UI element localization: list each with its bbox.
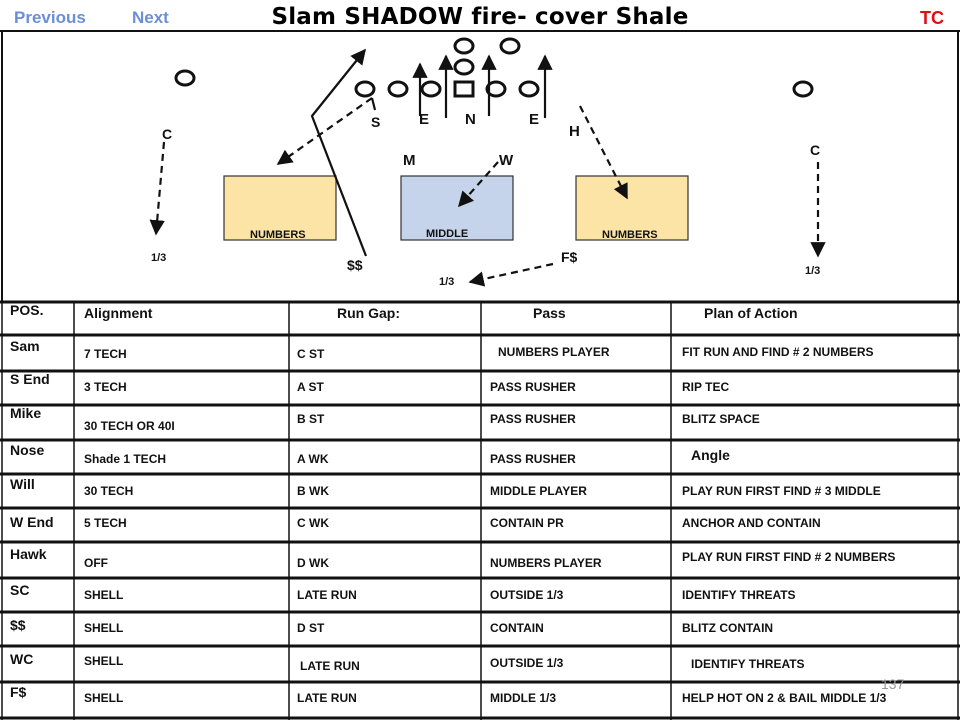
row-pass: PASS RUSHER (490, 380, 576, 394)
row-alignment: 7 TECH (84, 347, 127, 361)
play-diagram (0, 30, 960, 302)
assignment-table-grid (0, 300, 960, 720)
offense-player (455, 39, 473, 53)
row-plan: RIP TEC (682, 380, 730, 394)
zone-label-numbers-right: NUMBERS (602, 229, 658, 241)
row-pass: CONTAIN (490, 621, 544, 635)
row-pass: NUMBERS PLAYER (490, 556, 602, 570)
drop-arrow (156, 142, 164, 234)
row-plan: Angle (691, 447, 730, 463)
row-run-gap: D WK (297, 556, 329, 570)
zone-label-third-center: 1/3 (439, 276, 455, 288)
zone-label-numbers-left: NUMBERS (250, 229, 306, 241)
offense-player (794, 82, 812, 96)
row-pos: S End (10, 371, 50, 387)
row-plan: FIT RUN AND FIND # 2 NUMBERS (682, 345, 874, 359)
row-pass: OUTSIDE 1/3 (490, 588, 564, 602)
row-run-gap: LATE RUN (297, 691, 357, 705)
row-pos: Hawk (10, 546, 47, 562)
defender-label-ss: $$ (347, 257, 363, 273)
row-run-gap: A ST (297, 380, 324, 394)
defender-label-n: N (465, 111, 476, 128)
row-alignment: 5 TECH (84, 516, 127, 530)
row-alignment: SHELL (84, 654, 124, 668)
row-pos: Sam (10, 338, 40, 354)
row-run-gap: B WK (297, 484, 329, 498)
row-alignment: OFF (84, 556, 108, 570)
offense-player (422, 82, 440, 96)
row-pass: PASS RUSHER (490, 452, 576, 466)
offense-player (501, 39, 519, 53)
rush-arrow (372, 98, 375, 110)
row-alignment: 30 TECH (84, 484, 134, 498)
row-alignment: 3 TECH (84, 380, 127, 394)
row-plan: IDENTIFY THREATS (691, 657, 805, 671)
defender-label-c-right: C (810, 142, 821, 158)
row-run-gap: LATE RUN (300, 659, 360, 673)
row-run-gap: D ST (297, 621, 325, 635)
row-run-gap: LATE RUN (297, 588, 357, 602)
row-pass: PASS RUSHER (490, 412, 576, 426)
row-pos: W End (10, 514, 54, 530)
row-pass: OUTSIDE 1/3 (490, 656, 564, 670)
row-pass: NUMBERS PLAYER (498, 345, 610, 359)
row-plan: PLAY RUN FIRST FIND # 2 NUMBERS (682, 550, 896, 564)
offense-player (455, 60, 473, 74)
page-title: Slam SHADOW fire- cover Shale (271, 4, 689, 30)
header-pos: POS. (10, 302, 44, 318)
row-plan: PLAY RUN FIRST FIND # 3 MIDDLE (682, 484, 881, 498)
row-plan: HELP HOT ON 2 & BAIL MIDDLE 1/3 (682, 691, 887, 705)
header-pass: Pass (533, 305, 566, 321)
header-run-gap: Run Gap: (337, 305, 400, 321)
zone-label-third-right: 1/3 (805, 265, 821, 277)
row-pass: CONTAIN PR (490, 516, 564, 530)
row-plan: ANCHOR AND CONTAIN (682, 516, 821, 530)
zone-label-middle: MIDDLE (426, 228, 469, 240)
row-pos: SC (10, 582, 30, 598)
row-alignment: 30 TECH OR 40I (84, 419, 175, 433)
offense-player (520, 82, 538, 96)
defender-label-e: E (529, 111, 540, 128)
defender-label-e: E (419, 111, 430, 128)
row-run-gap: A WK (297, 452, 329, 466)
row-pos: Mike (10, 405, 42, 421)
row-pos: Will (10, 476, 35, 492)
row-plan: BLITZ SPACE (682, 412, 760, 426)
header-alignment: Alignment (84, 305, 153, 321)
tc-tag: TC (920, 8, 944, 28)
defender-label-s: S (371, 114, 381, 130)
row-pass: MIDDLE PLAYER (490, 484, 587, 498)
row-alignment: SHELL (84, 691, 124, 705)
row-alignment: Shade 1 TECH (84, 452, 167, 466)
center-player (455, 82, 473, 96)
page-number: 137 (881, 676, 905, 692)
offense-player (389, 82, 407, 96)
previous-link[interactable]: Previous (14, 8, 86, 27)
defender-label-m: M (403, 152, 416, 169)
row-pos: WC (10, 651, 34, 667)
row-pos: $$ (10, 617, 26, 633)
next-link[interactable]: Next (132, 8, 169, 27)
zone-label-third-left: 1/3 (151, 252, 167, 264)
offense-player (176, 71, 194, 85)
row-plan: IDENTIFY THREATS (682, 588, 796, 602)
row-run-gap: B ST (297, 412, 325, 426)
header-plan: Plan of Action (704, 305, 798, 321)
drop-arrow (470, 264, 553, 282)
defender-label-c-left: C (162, 126, 173, 142)
defender-label-w: W (499, 152, 514, 169)
row-pos: Nose (10, 442, 45, 458)
row-plan: BLITZ CONTAIN (682, 621, 774, 635)
row-alignment: SHELL (84, 588, 124, 602)
offense-player (356, 82, 374, 96)
row-pos: F$ (10, 684, 27, 700)
drop-arrow (278, 98, 372, 164)
row-alignment: SHELL (84, 621, 124, 635)
defender-label-fs: F$ (561, 249, 578, 265)
row-run-gap: C ST (297, 347, 325, 361)
defender-label-h: H (569, 123, 580, 140)
row-pass: MIDDLE 1/3 (490, 691, 557, 705)
row-run-gap: C WK (297, 516, 329, 530)
